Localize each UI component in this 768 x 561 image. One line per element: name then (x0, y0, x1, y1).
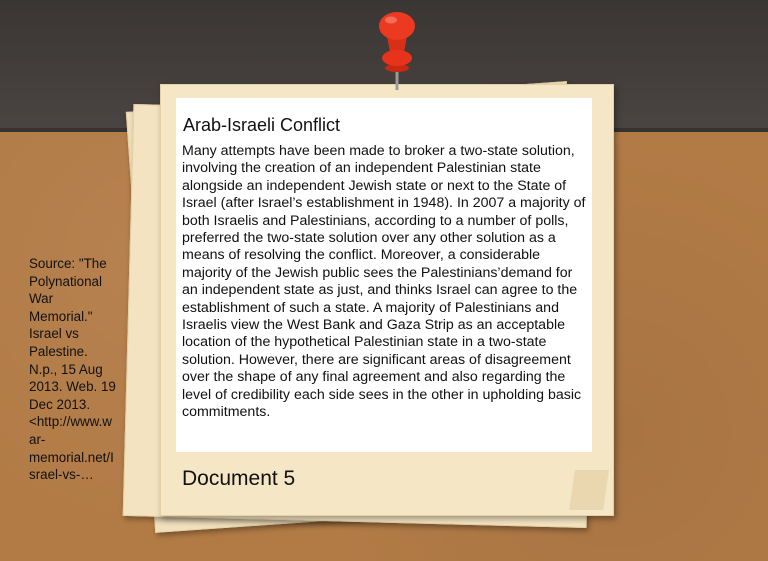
document-title: Arab-Israeli Conflict (183, 115, 341, 135)
push-pin-icon (374, 6, 420, 92)
paper-fold (569, 470, 609, 510)
document-label: Document 5 (182, 467, 296, 490)
source-citation: Source: "The Polynational War Memorial." Israel vs Palestine. N.p., 15 Aug 2013. Web. 19 Dec 2013. <http://www.war-memorial.net/Israel-vs-… (29, 256, 116, 483)
document-body: Many attempts have been made to broker a two-state solution, involving the creation of an independent Palestinian state alongside an independent Jewish state or next to the State of Israel (after Israel’s establishment in 1948). In 2007 a majority of both Israelis and Palestinians, according to a number of polls, preferred the two-state solution over any other solution as a means of resolving the conflict. Moreover, a considerable majority of the Jewish public sees the Palestinians’demand for an independent state as just, and thinks Israel can agree to the establishment of such a state. A majority of Palestinians and Israelis view the West Bank and Gaza Strip as an acceptable location of the hypothetical Palestinian state in a two-state solution. However, there are significant areas of disagreement over the shape of any final agreement and also regarding the level of credibility each side sees in the other in upholding basic commitments. (182, 143, 586, 421)
